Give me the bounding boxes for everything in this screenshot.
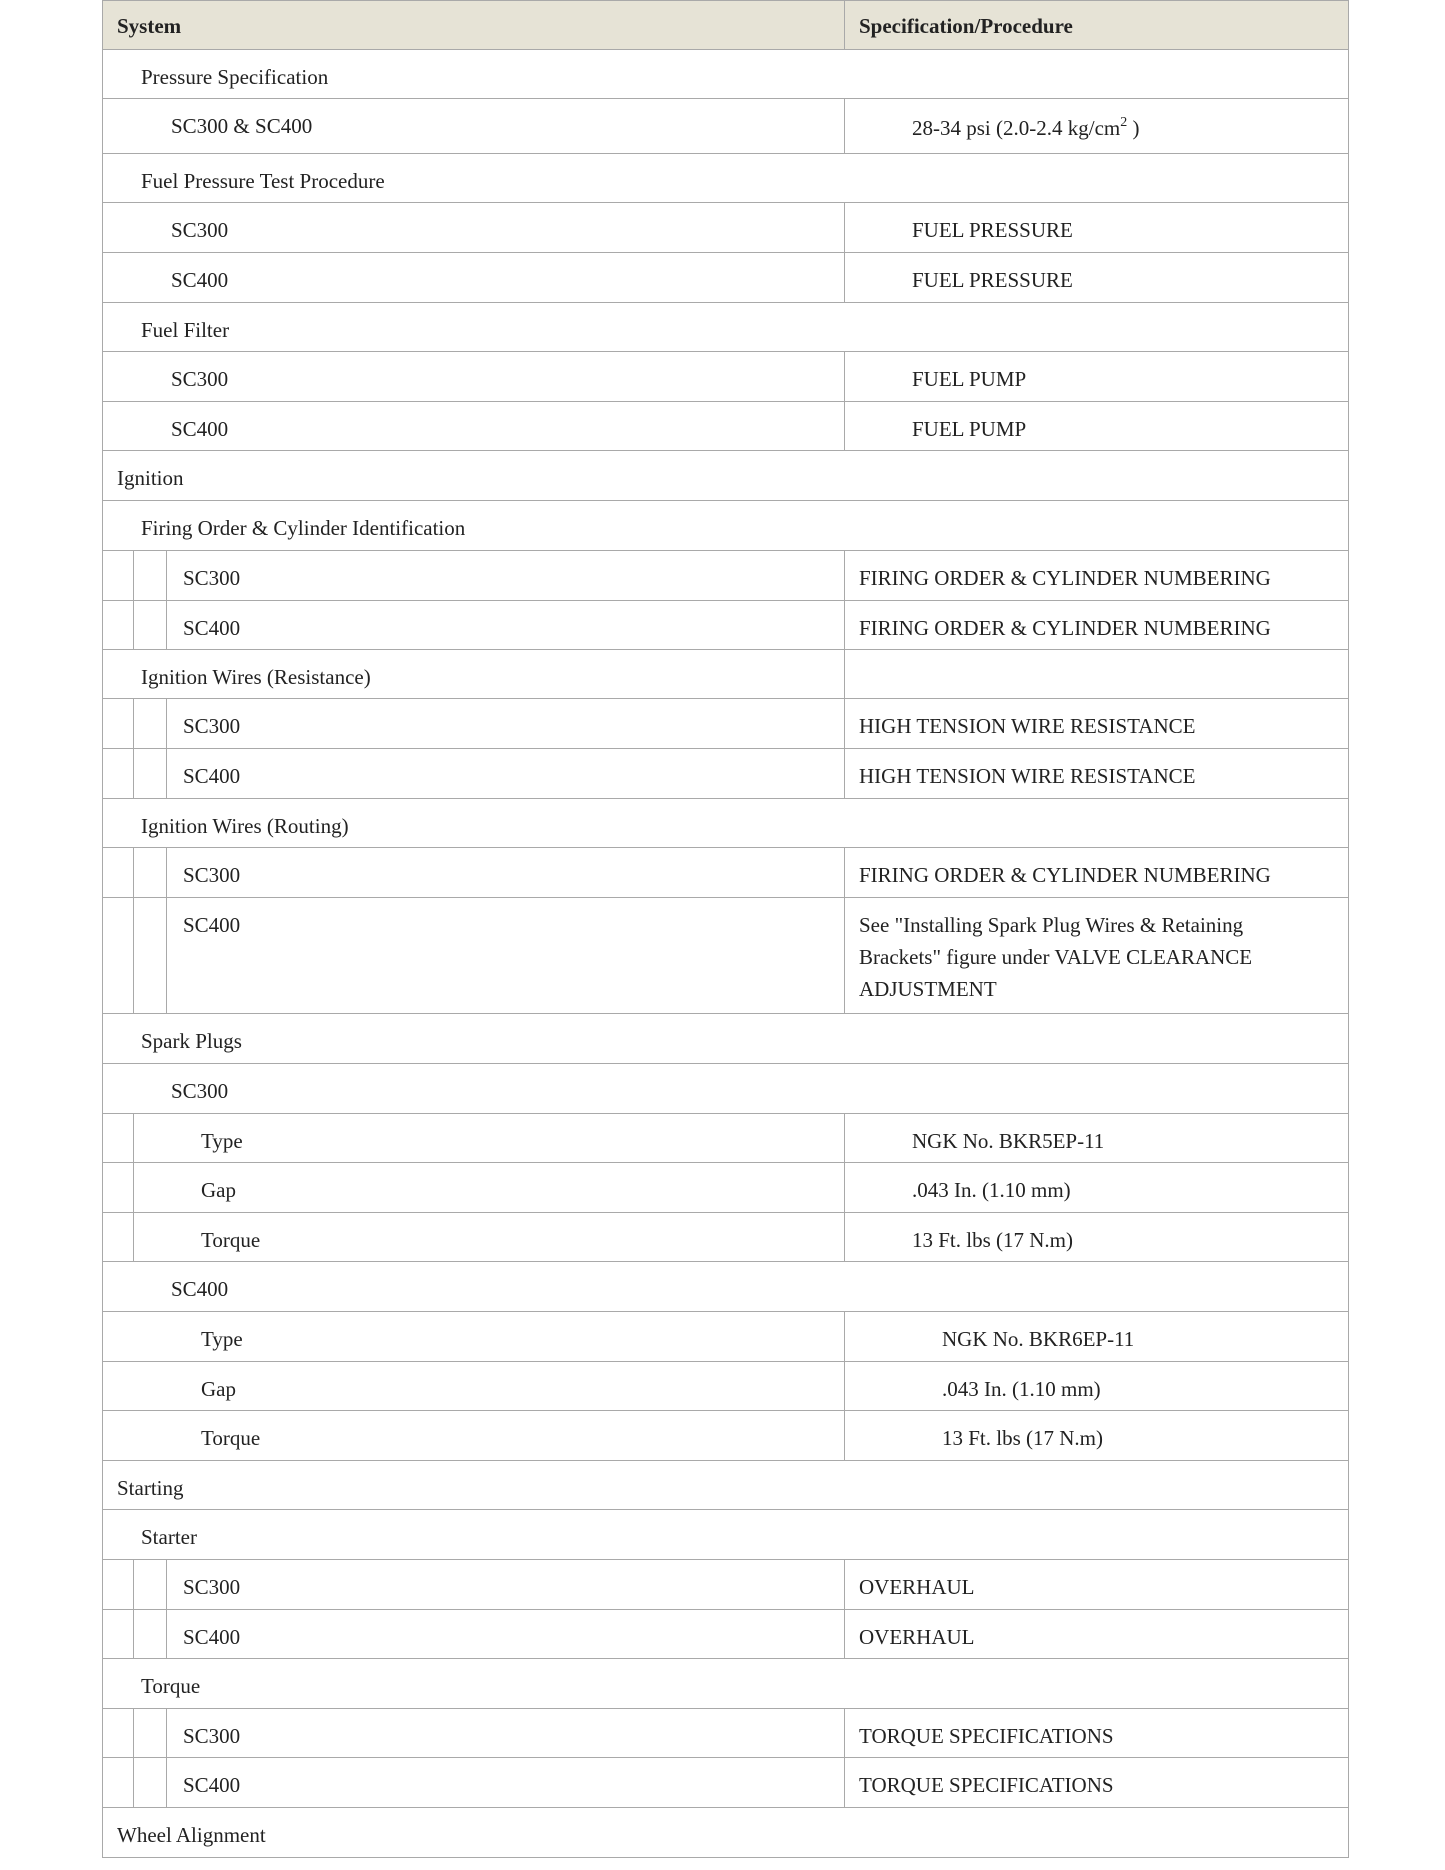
table-row — [102, 1014, 1349, 1064]
section-label: Starter — [141, 1525, 197, 1549]
section-label: Ignition Wires (Resistance) — [141, 665, 371, 689]
section-label: Pressure Specification — [141, 65, 329, 89]
spec-cell: OVERHAUL — [859, 1625, 975, 1649]
spec-cell: FIRING ORDER & CYLINDER NUMBERING — [859, 863, 1271, 887]
system-cell: Gap — [201, 1178, 236, 1202]
spec-cell: 28-34 psi (2.0-2.4 $kg/cm^2$ ) — [912, 115, 1140, 140]
table-row — [102, 1461, 1349, 1510]
section-label: Spark Plugs — [141, 1029, 242, 1053]
table-row — [102, 352, 1349, 402]
table-row — [102, 1709, 1349, 1758]
table-row — [102, 749, 1349, 799]
table-row — [102, 1560, 1349, 1610]
header-cell-spec — [844, 1, 1348, 49]
system-cell: SC300 — [183, 1724, 241, 1748]
system-cell: SC300 — [183, 1575, 241, 1599]
table-row — [102, 1362, 1349, 1411]
spec-cell: FIRING ORDER & CYLINDER NUMBERING — [859, 616, 1271, 640]
system-cell: Gap — [201, 1377, 236, 1401]
system-cell: Type — [201, 1129, 243, 1153]
table-row — [102, 303, 1349, 352]
system-cell: SC400 — [183, 616, 241, 640]
spec-cell: FIRING ORDER & CYLINDER NUMBERING — [859, 566, 1271, 590]
table-row — [102, 402, 1349, 451]
spec-cell: TORQUE SPECIFICATIONS — [859, 1724, 1114, 1748]
system-cell: SC300 & SC400 — [171, 114, 313, 138]
table-row — [102, 203, 1349, 253]
spec-cell: HIGH TENSION WIRE RESISTANCE — [859, 764, 1196, 788]
table-row — [102, 1262, 1349, 1312]
system-cell: SC400 — [183, 1625, 241, 1649]
subsection-label: SC300 — [171, 1079, 229, 1103]
system-cell: Type — [201, 1327, 243, 1351]
system-cell: SC400 — [171, 268, 229, 292]
subsection-label: SC400 — [171, 1277, 229, 1301]
table-row — [102, 50, 1349, 99]
table-row — [102, 1312, 1349, 1362]
table-header-row — [102, 0, 1349, 50]
spec-cell: See "Installing Spark Plug Wires & Retaining Brackets" figure under VALVE CLEARANCE ADJUSTMENT — [859, 913, 1253, 1001]
table-row — [102, 898, 1349, 1014]
table-row — [102, 1808, 1349, 1858]
group-label: Starting — [117, 1476, 184, 1500]
spec-cell: NGK No. BKR6EP-11 — [942, 1327, 1135, 1351]
table-row — [102, 551, 1349, 601]
table-row — [102, 799, 1349, 848]
table-row — [102, 1064, 1349, 1114]
table-row — [102, 1610, 1349, 1659]
spec-cell: 13 Ft. lbs (17 N.m) — [942, 1426, 1104, 1450]
section-label: Fuel Pressure Test Procedure — [141, 169, 385, 193]
spec-cell: 13 Ft. lbs (17 N.m) — [912, 1228, 1074, 1252]
table-row — [102, 1510, 1349, 1560]
group-label: Wheel Alignment — [117, 1823, 266, 1847]
table-row — [102, 1213, 1349, 1262]
system-cell: SC300 — [183, 566, 241, 590]
spec-cell: FUEL PUMP — [912, 367, 1027, 391]
spec-cell: TORQUE SPECIFICATIONS — [859, 1773, 1114, 1797]
table-row — [102, 154, 1349, 203]
header-spec-label: Specification/Procedure — [859, 14, 1073, 38]
system-cell: SC300 — [171, 218, 229, 242]
table-row — [102, 848, 1349, 898]
section-label: Ignition Wires (Routing) — [141, 814, 349, 838]
table-row — [102, 1758, 1349, 1808]
spec-cell: FUEL PRESSURE — [912, 218, 1073, 242]
spec-cell: HIGH TENSION WIRE RESISTANCE — [859, 714, 1196, 738]
spec-cell: .043 In. (1.10 mm) — [942, 1377, 1101, 1401]
system-cell: SC300 — [171, 367, 229, 391]
system-cell: SC400 — [183, 1773, 241, 1797]
header-cell-system — [103, 1, 844, 49]
table-row — [102, 1411, 1349, 1461]
system-cell: SC300 — [183, 714, 241, 738]
section-label: Firing Order & Cylinder Identification — [141, 516, 466, 540]
table-row — [102, 1163, 1349, 1213]
spec-cell: OVERHAUL — [859, 1575, 975, 1599]
system-cell: Torque — [201, 1228, 261, 1252]
spec-cell: NGK No. BKR5EP-11 — [912, 1129, 1105, 1153]
header-system-label: System — [117, 14, 182, 38]
spec-cell: FUEL PRESSURE — [912, 268, 1073, 292]
spec-cell: FUEL PUMP — [912, 417, 1027, 441]
system-cell: SC400 — [171, 417, 229, 441]
system-cell: Torque — [201, 1426, 261, 1450]
system-cell: SC400 — [183, 913, 241, 937]
group-label: Ignition — [117, 466, 184, 490]
table-row — [102, 699, 1349, 749]
table-row — [102, 1114, 1349, 1163]
table-row — [102, 501, 1349, 551]
table-row — [102, 451, 1349, 501]
table-row — [102, 650, 1349, 699]
section-label: Fuel Filter — [141, 318, 230, 342]
table-row — [102, 99, 1349, 154]
table-row — [102, 1659, 1349, 1709]
table-row — [102, 601, 1349, 650]
spec-cell: .043 In. (1.10 mm) — [912, 1178, 1071, 1202]
system-cell: SC300 — [183, 863, 241, 887]
table-row — [102, 253, 1349, 303]
system-cell: SC400 — [183, 764, 241, 788]
section-label: Torque — [141, 1674, 201, 1698]
